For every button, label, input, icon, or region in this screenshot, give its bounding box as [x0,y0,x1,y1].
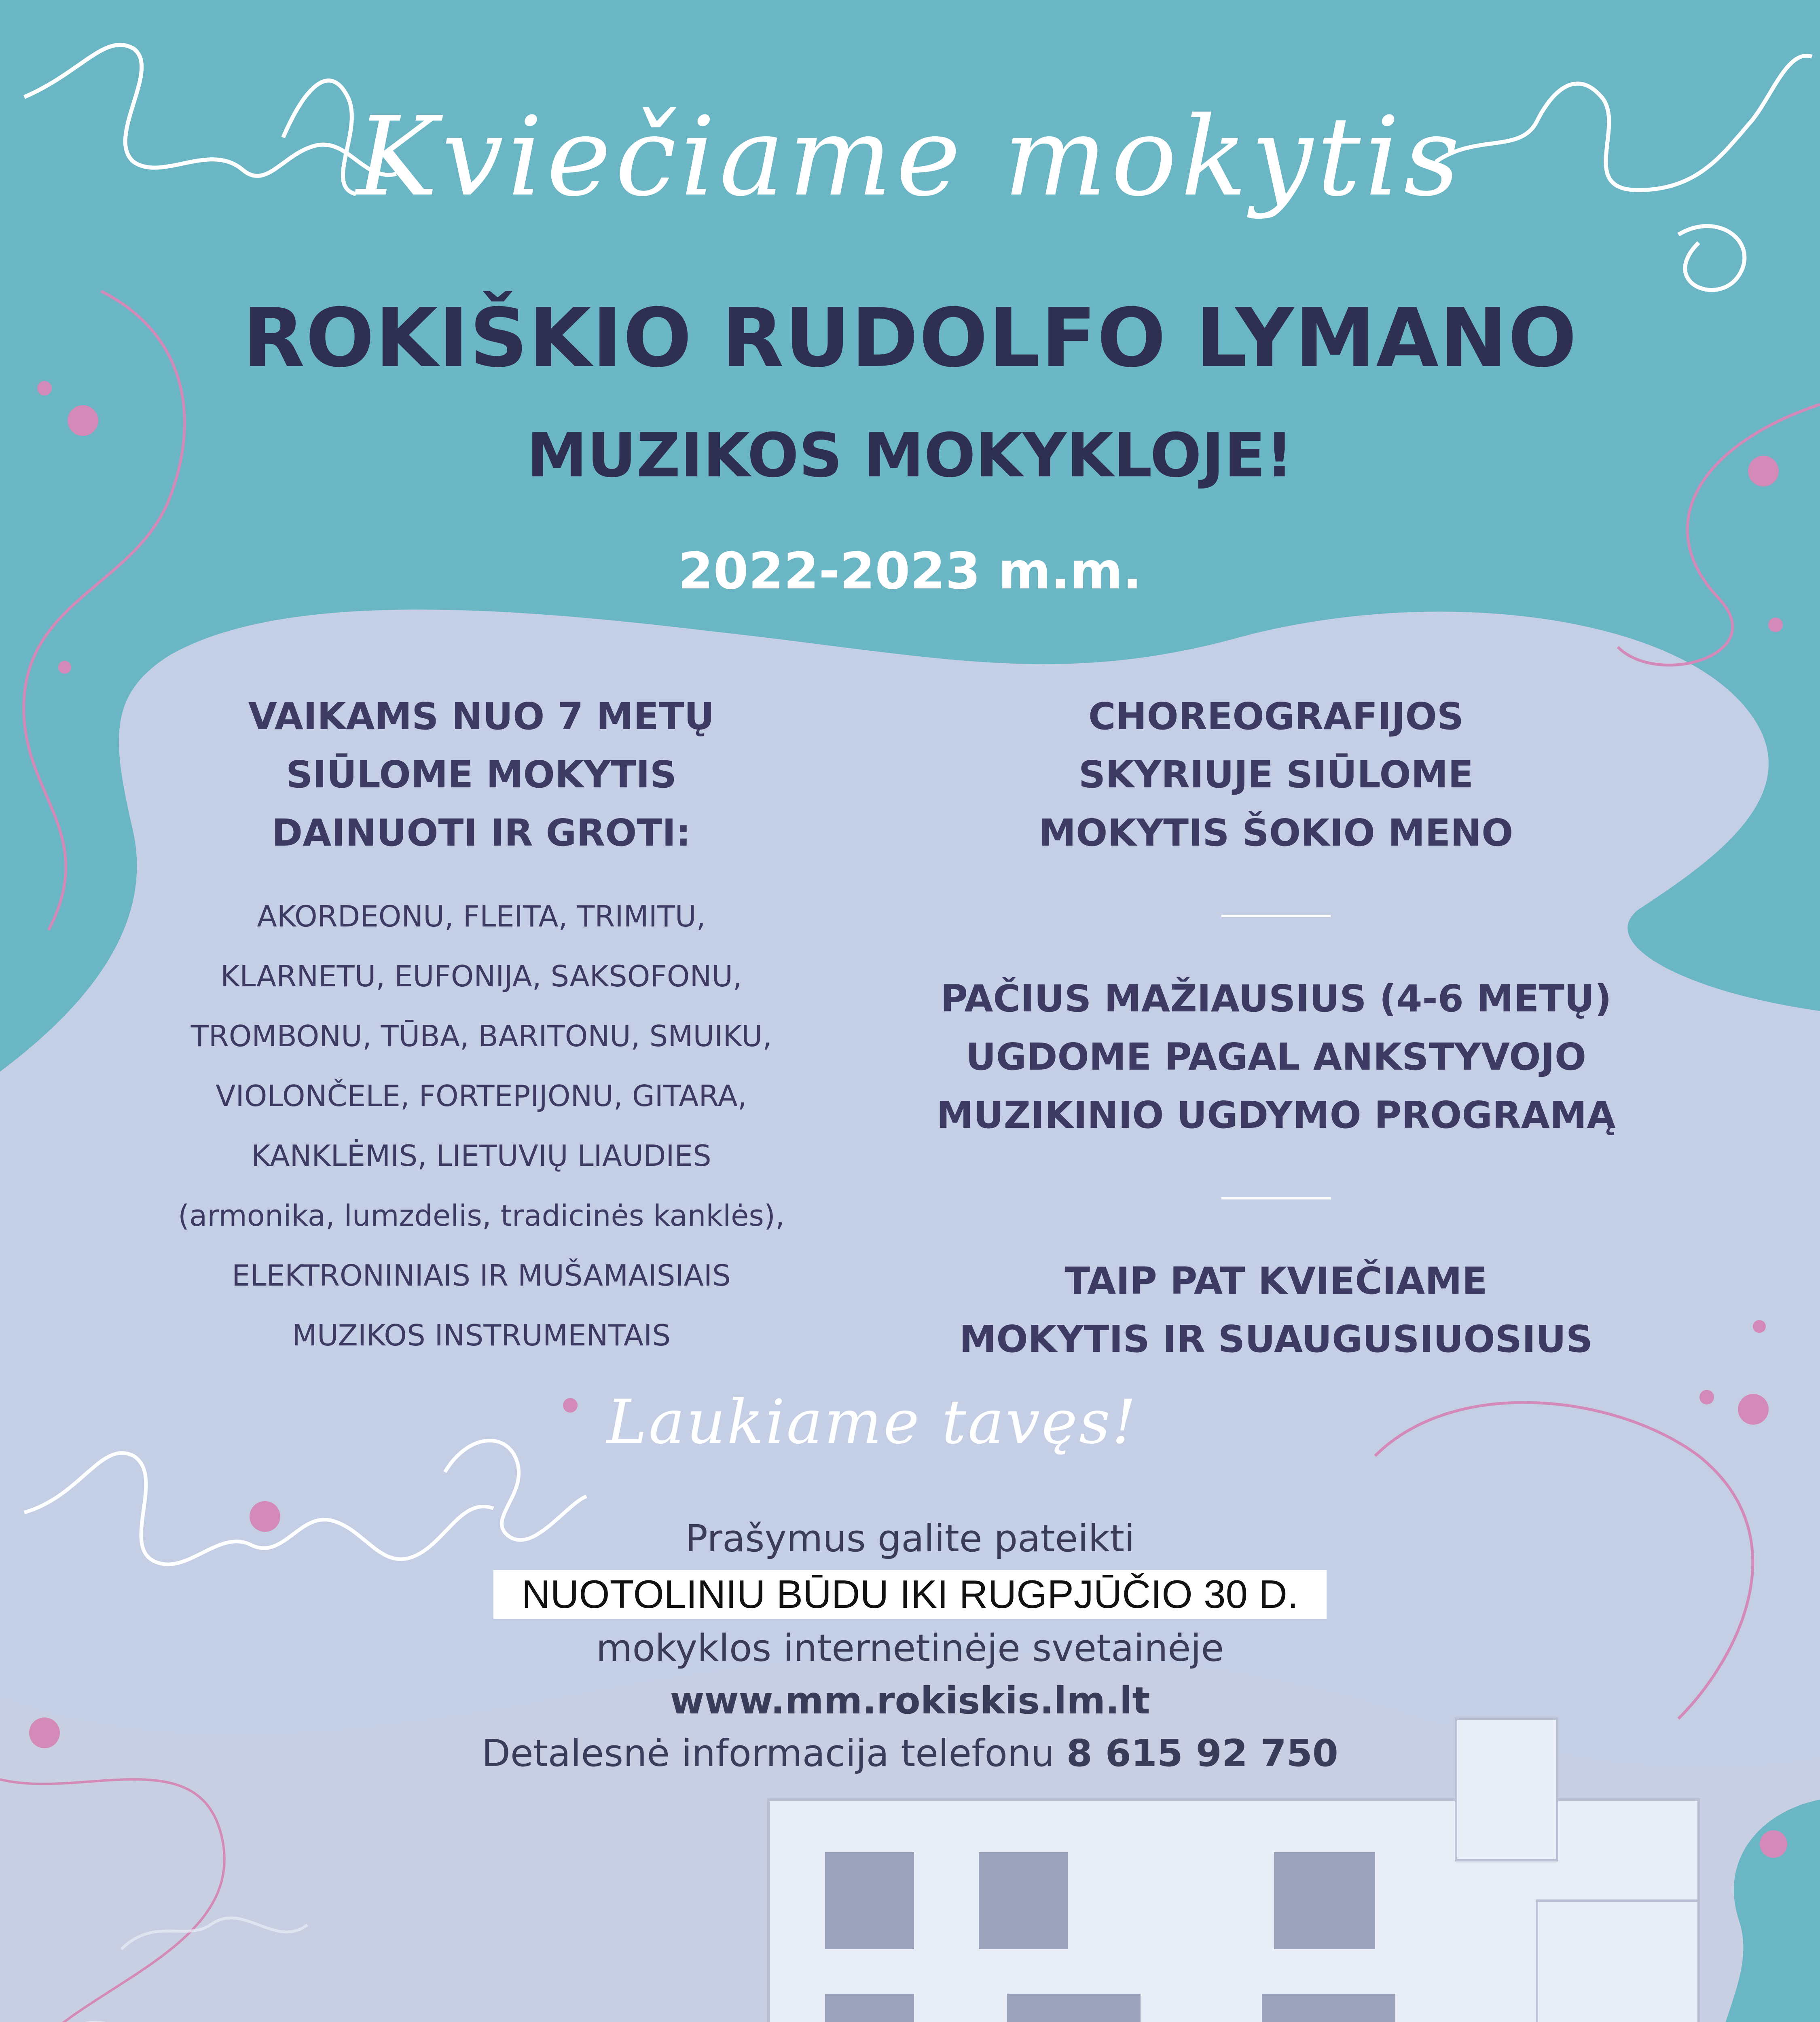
school-name-line2: MUZIKOS MOKYKLOJE! [527,421,1293,491]
heading-line: DAINUOTI IR GROTI: [271,811,691,854]
offer-line: MOKYTIS IR SUAUGUSIUOSIUS [959,1318,1593,1361]
left-column-offer [133,687,829,1365]
offer-line: MUZIKINIO UGDYMO PROGRAMĄ [936,1093,1616,1137]
choreography-offer [882,687,1670,862]
instrument-line: AKORDEONU, FLEITA, TRIMITU, [257,899,706,933]
instrument-line: KANKLĖMIS, LIETUVIŲ LIAUDIES [251,1139,711,1173]
instrument-line: VIOLONČELE, FORTEPIJONU, GITARA, [216,1079,747,1113]
phone-number[interactable]: 8 615 92 750 [1066,1732,1338,1775]
instrument-list [133,886,829,1365]
right-column-offer [882,687,1670,1368]
website-link[interactable]: www.mm.rokiskis.lm.lt [670,1679,1150,1722]
offer-line: MOKYTIS ŠOKIO MENO [1039,811,1513,854]
website-intro: mokyklos internetinėje svetainėje [596,1626,1224,1670]
adult-offer [882,1252,1670,1368]
divider [1221,1197,1331,1199]
offer-line: TAIP PAT KVIEČIAME [1064,1259,1488,1303]
instrument-line: ELEKTRONINIAIS IR MUŠAMAISIAIS [232,1258,731,1292]
instrument-line: MUZIKOS INSTRUMENTAIS [292,1318,671,1352]
instrument-line: (armonika, lumzdelis, tradicinės kanklės), [178,1199,785,1233]
welcome-script-title: Kviečiame mokytis [356,93,1464,220]
deadline-badge: NUOTOLINIU BŪDU IKI RUGPJŪČIO 30 D. [493,1570,1327,1619]
children-offer-heading [133,687,829,862]
instrument-line: TROMBONU, TŪBA, BARITONU, SMUIKU, [190,1019,772,1053]
offer-line: SKYRIUJE SIŪLOME [1078,753,1474,796]
waiting-for-you-script: Laukiame tavęs! [607,1387,1138,1457]
school-name-line1: ROKIŠKIO RUDOLFO LYMANO [242,291,1578,385]
offer-line: PAČIUS MAŽIAUSIUS (4-6 METŲ) [940,977,1612,1020]
divider [1221,915,1331,917]
offer-line: CHOREOGRAFIJOS [1088,695,1464,738]
heading-line: VAIKAMS NUO 7 METŲ [248,695,715,738]
heading-line: SIŪLOME MOKYTIS [286,753,677,796]
instrument-line: KLARNETU, EUFONIJA, SAKSOFONU, [220,959,742,993]
offer-line: UGDOME PAGAL ANKSTYVOJO [965,1035,1587,1079]
phone-label: Detalesnė informacija telefonu [482,1732,1055,1775]
school-year: 2022-2023 m.m. [678,542,1142,601]
application-intro: Prašymus galite pateikti [685,1517,1135,1560]
early-education-offer [882,970,1670,1144]
phone-line [0,1727,1820,1780]
application-info [0,1512,1820,1780]
